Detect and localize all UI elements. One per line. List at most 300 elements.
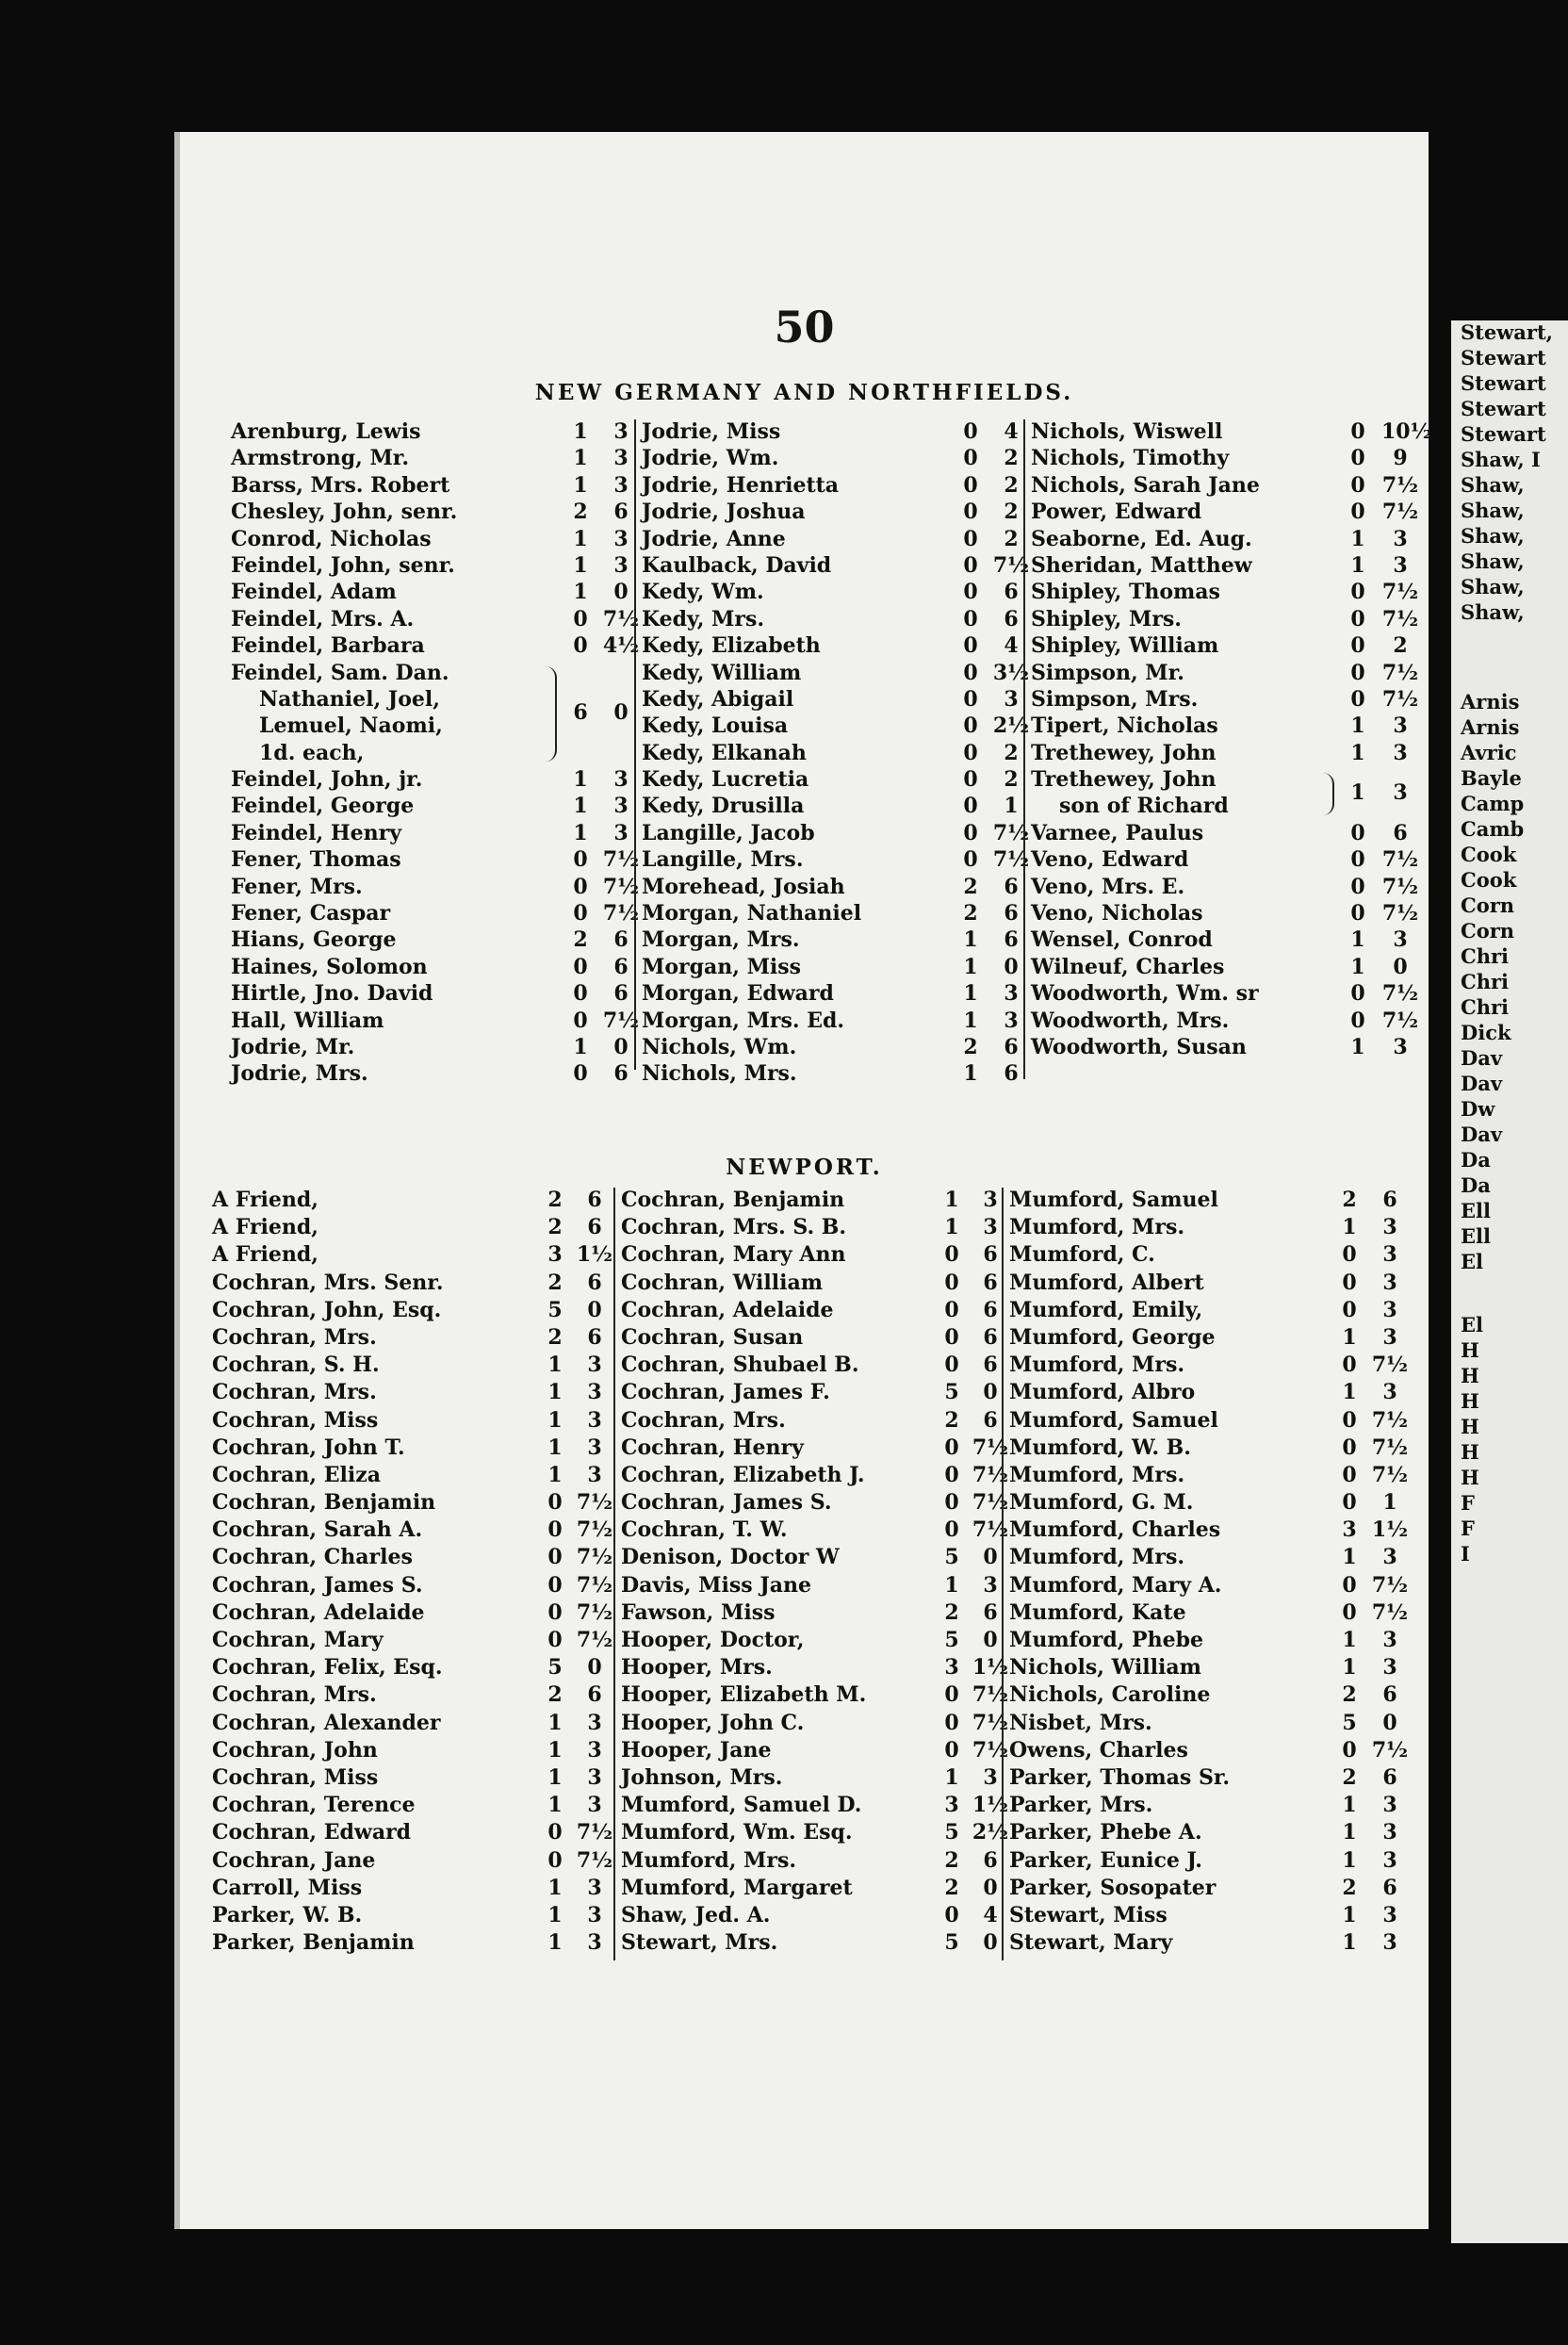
subscriber-name: Cochran, Edward — [212, 1820, 412, 1845]
subscriber-name: Cochran, Adelaide — [621, 1297, 834, 1322]
amount-shillings: 1 — [573, 472, 588, 498]
subscriber-name: Cochran, Charles — [212, 1545, 413, 1570]
list-item — [1025, 847, 1421, 874]
subscriber-name: Hirtle, Jno. David — [231, 981, 433, 1007]
subscriber-name: Cochran, Sarah A. — [212, 1517, 423, 1543]
amount-shillings: 1 — [547, 1462, 563, 1487]
amount-pence: 6 — [587, 1270, 602, 1295]
list-item — [615, 1380, 1002, 1407]
amount-shillings: 1 — [547, 1902, 563, 1927]
list-item — [1004, 1738, 1418, 1765]
amount-shillings: 0 — [1342, 1297, 1357, 1322]
list-item — [206, 1711, 612, 1738]
amount-pence: 7½ — [1371, 1572, 1409, 1598]
amount-pence: 7½ — [1371, 1599, 1409, 1625]
amount-shillings: 0 — [963, 713, 978, 739]
subscriber-name: Cochran, William — [621, 1270, 824, 1295]
amount-pence: 6 — [1004, 1061, 1019, 1087]
amount-shillings: 0 — [1342, 1572, 1357, 1598]
subscriber-name: Cochran, John, Esq. — [212, 1297, 442, 1322]
subscriber-name: Power, Edward — [1031, 500, 1202, 525]
subscriber-name: Cochran, James S. — [212, 1572, 423, 1598]
amount-pence: 3 — [1393, 927, 1408, 953]
amount-pence: 3 — [983, 1215, 998, 1240]
amount-shillings: 1 — [1350, 713, 1365, 739]
subscriber-name: Nichols, Mrs. — [642, 1061, 797, 1087]
amount-shillings: 0 — [963, 580, 978, 605]
amount-shillings: 0 — [573, 901, 588, 927]
amount-shillings: 1 — [573, 526, 588, 551]
amount-pence: 3 — [613, 419, 629, 444]
subscriber-name: Cochran, Eliza — [212, 1462, 381, 1487]
subscriber-name: Kedy, Drusilla — [642, 794, 805, 819]
amount-pence: 7½ — [576, 1599, 613, 1625]
amount-shillings: 0 — [963, 740, 978, 765]
subscriber-name: Kaulback, David — [642, 552, 832, 578]
amount-pence: 9 — [1393, 446, 1408, 471]
amount-pence: 3 — [1382, 1242, 1397, 1268]
list-item — [636, 875, 1022, 901]
list-item — [1004, 1435, 1418, 1463]
new-germany-column-2 — [634, 419, 1030, 1087]
subscriber-name: Nichols, Sarah Jane — [1031, 472, 1260, 498]
subscriber-name: Mumford, Mrs. — [621, 1847, 797, 1873]
subscriber-name: Hooper, Doctor, — [621, 1628, 805, 1652]
amount-pence: 3 — [613, 446, 629, 471]
list-item — [1025, 955, 1421, 981]
subscriber-name: Carroll, Miss — [212, 1875, 363, 1900]
list-item — [206, 1435, 612, 1463]
list-item — [206, 1380, 612, 1407]
next-page-fragment: Da — [1461, 1148, 1491, 1172]
amount-pence: 3 — [587, 1737, 602, 1763]
next-page-fragment: Chri — [1461, 970, 1510, 993]
list-item — [615, 1710, 1009, 1738]
list-item — [615, 1573, 1002, 1600]
amount-pence: 6 — [983, 1324, 998, 1350]
list-item — [225, 874, 640, 901]
subscriber-name: Wensel, Conrod — [1031, 927, 1213, 953]
amount-pence: 3 — [1004, 981, 1019, 1007]
amount-shillings: 1 — [1342, 1380, 1357, 1405]
amount-pence: 3 — [613, 472, 629, 498]
subscriber-name: Cochran, Mrs. — [212, 1324, 377, 1350]
list-item — [1025, 1035, 1421, 1061]
amount-pence: 6 — [983, 1242, 998, 1268]
amount-shillings: 1 — [963, 1008, 978, 1033]
next-page-fragment: Cook — [1461, 843, 1517, 866]
next-page-fragment: H — [1461, 1364, 1479, 1387]
amount-pence: 7½ — [1381, 901, 1419, 927]
amount-shillings: 0 — [963, 446, 978, 471]
list-item — [1004, 1215, 1418, 1242]
list-item — [1025, 553, 1421, 580]
amount-shillings: 1 — [573, 419, 588, 444]
list-item — [206, 1682, 612, 1710]
subscriber-name: Morgan, Edward — [642, 981, 834, 1007]
amount-pence: 6 — [613, 954, 629, 979]
list-item — [206, 1188, 612, 1215]
subscriber-name: Owens, Charles — [1009, 1737, 1188, 1763]
amount-pence: 3 — [587, 1710, 602, 1735]
amount-pence: 6 — [1004, 901, 1019, 927]
amount-pence: 7½ — [992, 847, 1030, 873]
amount-pence: 6 — [983, 1599, 998, 1625]
amount-shillings: 0 — [944, 1737, 959, 1763]
amount-pence: 3 — [1393, 526, 1408, 551]
next-page-fragment: Stewart — [1461, 371, 1546, 395]
list-item — [1025, 741, 1421, 767]
subscriber-name: Trethewey, John — [1031, 740, 1217, 765]
next-page-fragment: H — [1461, 1389, 1479, 1413]
amount-shillings: 0 — [1350, 633, 1365, 659]
amount-pence: 6 — [1393, 820, 1408, 845]
amount-pence: 3 — [587, 1764, 602, 1790]
next-page-fragment: Corn — [1461, 919, 1515, 943]
next-page-fragment: Stewart — [1461, 397, 1546, 420]
amount-shillings: 1 — [1350, 954, 1365, 979]
next-page-fragment: Dick — [1461, 1021, 1511, 1044]
amount-pence: 3 — [1393, 713, 1408, 739]
subscriber-name: Parker, Eunice J. — [1009, 1847, 1202, 1873]
list-item — [206, 1463, 612, 1490]
subscriber-name: Mumford, Kate — [1009, 1599, 1186, 1625]
list-item — [1004, 1380, 1418, 1407]
amount-shillings: 0 — [573, 606, 588, 631]
amount-shillings: 5 — [944, 1545, 959, 1570]
amount-shillings: 0 — [573, 1061, 588, 1087]
amount-shillings: 0 — [547, 1599, 563, 1625]
amount-pence: 6 — [613, 981, 629, 1007]
list-item — [1004, 1298, 1418, 1325]
amount-shillings: 1 — [1342, 1793, 1357, 1818]
subscriber-name: Nichols, William — [1009, 1655, 1201, 1681]
list-item — [1004, 1848, 1418, 1876]
amount-shillings: 0 — [1350, 606, 1365, 631]
subscriber-name: Mumford, Mrs. — [1009, 1462, 1185, 1487]
amount-pence: 0 — [983, 1545, 998, 1570]
subscriber-name: Kedy, Wm. — [642, 580, 764, 605]
subscriber-name: Barss, Mrs. Robert — [231, 472, 450, 498]
list-item — [225, 767, 632, 794]
amount-shillings: 1 — [573, 1034, 588, 1059]
list-item — [636, 552, 1030, 580]
subscriber-name: Cochran, Mrs. — [621, 1407, 786, 1433]
amount-pence: 2 — [1393, 633, 1408, 659]
amount-shillings: 0 — [963, 686, 978, 712]
list-item — [225, 633, 640, 660]
amount-pence: 7½ — [1381, 660, 1419, 685]
list-item — [615, 1490, 1009, 1517]
amount-pence: 2 — [1004, 526, 1019, 551]
amount-shillings: 2 — [1342, 1188, 1357, 1212]
subscriber-name: Parker, Mrs. — [1009, 1793, 1153, 1818]
list-item — [636, 687, 1022, 713]
subscriber-name: Wilneuf, Charles — [1031, 954, 1225, 979]
document-page — [174, 132, 1432, 2229]
list-item — [636, 794, 1022, 820]
amount-pence: 6 — [1382, 1764, 1397, 1790]
list-item — [206, 1655, 612, 1682]
list-item — [615, 1242, 1002, 1270]
subscriber-name: Kedy, Lucretia — [642, 767, 809, 793]
amount-pence: 6 — [983, 1270, 998, 1295]
amount-pence: 3 — [1382, 1380, 1397, 1405]
subscriber-name: Mumford, Albert — [1009, 1270, 1204, 1295]
amount-pence: 3 — [587, 1435, 602, 1460]
amount-shillings: 0 — [944, 1462, 959, 1487]
next-page-fragment: Ell — [1461, 1224, 1491, 1248]
subscriber-name: Shipley, Mrs. — [1031, 606, 1182, 631]
amount-shillings: 1 — [1350, 1034, 1365, 1059]
grouped-name-line: son of Richard — [1059, 794, 1229, 819]
amount-shillings: 2 — [547, 1682, 563, 1708]
subscriber-name: Simpson, Mrs. — [1031, 686, 1199, 712]
amount-pence: 7½ — [602, 901, 640, 927]
amount-pence: 7½ — [576, 1517, 613, 1543]
list-item — [1004, 1793, 1418, 1820]
list-item — [225, 1035, 632, 1061]
next-page-fragment: H — [1461, 1440, 1479, 1464]
list-item — [206, 1353, 612, 1380]
new-germany-column-3 — [1023, 419, 1432, 1079]
next-page-fragment: Stewart — [1461, 346, 1546, 369]
list-item — [225, 446, 632, 472]
brace-mark — [546, 666, 557, 763]
list-item — [636, 527, 1022, 553]
list-item — [225, 847, 640, 874]
subscriber-name: Mumford, Mrs. — [1009, 1353, 1185, 1378]
next-page-fragment: Corn — [1461, 894, 1515, 917]
amount-pence: 6 — [613, 1061, 629, 1087]
next-page-fragment: F — [1461, 1491, 1475, 1515]
amount-shillings: 1 — [1342, 1545, 1357, 1570]
amount-shillings: 1 — [547, 1737, 563, 1763]
subscriber-name: Nichols, Wiswell — [1031, 419, 1223, 444]
amount-shillings: 0 — [963, 847, 978, 873]
amount-pence: 3 — [1393, 740, 1408, 765]
subscriber-name: Cochran, Elizabeth J. — [621, 1462, 865, 1487]
amount-shillings: 1 — [547, 1875, 563, 1900]
amount-pence: 0 — [613, 1034, 629, 1059]
list-item — [225, 606, 640, 633]
list-item — [636, 741, 1022, 767]
amount-shillings: 0 — [1342, 1435, 1357, 1460]
amount-shillings: 0 — [573, 633, 588, 659]
amount-pence: 3 — [1382, 1820, 1397, 1845]
subscriber-name: Mumford, Samuel — [1009, 1407, 1218, 1433]
list-item — [206, 1298, 612, 1325]
next-page-edge-top — [1451, 320, 1568, 626]
amount-shillings: 0 — [1350, 500, 1365, 525]
list-item — [206, 1765, 612, 1793]
subscriber-name: Cochran, Mrs. S. B. — [621, 1215, 847, 1240]
amount-pence: 3 — [587, 1462, 602, 1487]
subscriber-name: Mumford, W. B. — [1009, 1435, 1191, 1460]
subscriber-name: Cochran, Mrs. — [212, 1682, 377, 1708]
amount-shillings: 1 — [1342, 1820, 1357, 1845]
subscriber-name: Parker, Phebe A. — [1009, 1820, 1202, 1845]
subscriber-name: Shipley, Thomas — [1031, 580, 1220, 605]
list-item — [225, 955, 632, 981]
amount-pence: 7½ — [992, 552, 1030, 578]
amount-pence: 3 — [613, 552, 629, 578]
list-item — [206, 1242, 612, 1270]
list-item — [1004, 1655, 1418, 1682]
subscriber-name: Cochran, Miss — [212, 1764, 379, 1790]
amount-shillings: 0 — [944, 1710, 959, 1735]
amount-pence: 3½ — [992, 660, 1030, 685]
amount-pence: 0 — [983, 1628, 998, 1652]
list-item — [1004, 1820, 1418, 1847]
amount-shillings: 0 — [944, 1324, 959, 1350]
amount-pence: 7½ — [576, 1490, 613, 1516]
list-item — [206, 1820, 612, 1847]
subscriber-name: Stewart, Miss — [1009, 1902, 1168, 1927]
list-item — [636, 955, 1022, 981]
amount-shillings: 5 — [944, 1820, 959, 1845]
list-item — [1025, 500, 1421, 526]
amount-pence: 3 — [1382, 1215, 1397, 1240]
list-item — [1004, 1490, 1418, 1517]
subscriber-name: Kedy, Mrs. — [642, 606, 765, 631]
list-item — [615, 1408, 1002, 1435]
grouped-name-line: 1d. each, — [259, 740, 365, 765]
next-page-fragment: Shaw, — [1461, 473, 1525, 497]
list-item — [1004, 1682, 1418, 1710]
next-page-fragment: H — [1461, 1415, 1479, 1438]
list-item — [206, 1738, 612, 1765]
subscriber-name: Veno, Nicholas — [1031, 901, 1203, 927]
amount-pence: 3 — [1382, 1655, 1397, 1681]
amount-shillings: 0 — [944, 1517, 959, 1543]
subscriber-name: Parker, Thomas Sr. — [1009, 1764, 1231, 1790]
amount-pence: 0 — [587, 1655, 602, 1681]
amount-pence: 7½ — [576, 1820, 613, 1845]
amount-shillings: 1 — [547, 1353, 563, 1378]
next-page-fragment: F — [1461, 1517, 1475, 1540]
list-item — [636, 1009, 1022, 1035]
subscriber-name: Cochran, Shubael B. — [621, 1353, 859, 1378]
amount-pence: 3 — [613, 526, 629, 551]
amount-shillings: 1 — [547, 1380, 563, 1405]
amount-shillings: 0 — [573, 1008, 588, 1033]
list-item — [206, 1490, 612, 1517]
subscriber-name: Morgan, Mrs. — [642, 927, 800, 953]
subscriber-name: Stewart, Mary — [1009, 1930, 1173, 1956]
amount-pence: 7½ — [602, 874, 640, 899]
amount-pence: 7½ — [1381, 686, 1419, 712]
next-page-fragment: Shaw, — [1461, 549, 1525, 573]
subscriber-name: Johnson, Mrs. — [621, 1764, 783, 1790]
list-item — [615, 1628, 1002, 1655]
next-page-fragment: Dav — [1461, 1072, 1503, 1095]
amount-pence: 1½ — [972, 1655, 1009, 1681]
amount-pence: 2½ — [992, 713, 1030, 739]
amount-shillings: 1 — [963, 981, 978, 1007]
list-item — [1025, 687, 1421, 713]
list-item — [1004, 1545, 1418, 1572]
grouped-list-item — [225, 661, 632, 768]
amount-shillings: 0 — [1350, 981, 1365, 1007]
amount-pence: 6 — [1004, 580, 1019, 605]
amount-shillings: 3 — [944, 1655, 959, 1681]
amount-pence: 0 — [1393, 954, 1408, 979]
page-number: 50 — [774, 302, 835, 353]
amount-shillings: 0 — [1350, 419, 1365, 444]
amount-shillings: 0 — [944, 1435, 959, 1460]
list-item — [615, 1435, 1009, 1463]
subscriber-name: Stewart, Mrs. — [621, 1930, 778, 1956]
amount-shillings: 1 — [1342, 1930, 1357, 1956]
amount-pence: 1 — [1382, 1490, 1397, 1516]
amount-pence: 3 — [613, 820, 629, 845]
amount-pence: 6 — [983, 1407, 998, 1433]
list-item — [206, 1517, 612, 1545]
amount-shillings: 1 — [963, 927, 978, 953]
amount-shillings: 2 — [547, 1324, 563, 1350]
subscriber-name: Cochran, Mrs. — [212, 1380, 377, 1405]
amount-pence: 7½ — [972, 1490, 1009, 1516]
amount-shillings: 0 — [963, 419, 978, 444]
amount-pence: 3 — [1382, 1847, 1397, 1873]
list-item — [1004, 1628, 1418, 1655]
list-item — [1004, 1517, 1418, 1545]
subscriber-name: Langille, Jacob — [642, 820, 815, 845]
amount-pence: 7½ — [1381, 500, 1419, 525]
amount-shillings: 2 — [944, 1847, 959, 1873]
amount-shillings: 5 — [944, 1628, 959, 1652]
amount-pence: 7½ — [1381, 580, 1419, 605]
list-item — [615, 1655, 1009, 1682]
amount-pence: 7½ — [972, 1435, 1009, 1460]
amount-shillings: 0 — [547, 1517, 563, 1543]
subscriber-name: Hians, George — [231, 927, 397, 953]
amount-shillings: 2 — [1342, 1875, 1357, 1900]
subscriber-name: Mumford, Emily, — [1009, 1297, 1203, 1322]
next-page-fragment: I — [1461, 1542, 1470, 1566]
subscriber-name: Mumford, Charles — [1009, 1517, 1221, 1543]
subscriber-name: Parker, W. B. — [212, 1902, 363, 1927]
amount-pence: 3 — [983, 1572, 998, 1598]
list-item — [1025, 661, 1421, 687]
amount-shillings: 2 — [573, 500, 588, 525]
subscriber-name: Hooper, John C. — [621, 1710, 805, 1735]
subscriber-name: Morehead, Josiah — [642, 874, 845, 899]
amount-pence: 3 — [587, 1930, 602, 1956]
list-item — [1025, 901, 1421, 927]
list-item — [206, 1903, 612, 1930]
subscriber-name: Nichols, Wm. — [642, 1034, 797, 1059]
list-item — [636, 927, 1022, 954]
subscriber-name: Cochran, James F. — [621, 1380, 830, 1405]
amount-pence: 6 — [613, 927, 629, 953]
amount-shillings: 0 — [573, 954, 588, 979]
list-item — [225, 500, 632, 526]
amount-pence: 6 — [1382, 1682, 1397, 1708]
list-item — [225, 419, 632, 446]
next-page-fragment: Shaw, — [1461, 524, 1525, 548]
subscriber-name: Jodrie, Mrs. — [231, 1061, 368, 1087]
list-item — [1004, 1573, 1418, 1600]
amount-pence: 6 — [1004, 927, 1019, 953]
subscriber-name: Fener, Thomas — [231, 847, 401, 873]
amount-shillings: 2 — [1342, 1764, 1357, 1790]
subscriber-name: A Friend, — [212, 1215, 318, 1240]
subscriber-name: Parker, Sosopater — [1009, 1875, 1217, 1900]
subscriber-name: Denison, Doctor W — [621, 1545, 840, 1570]
amount-shillings: 0 — [1350, 847, 1365, 873]
